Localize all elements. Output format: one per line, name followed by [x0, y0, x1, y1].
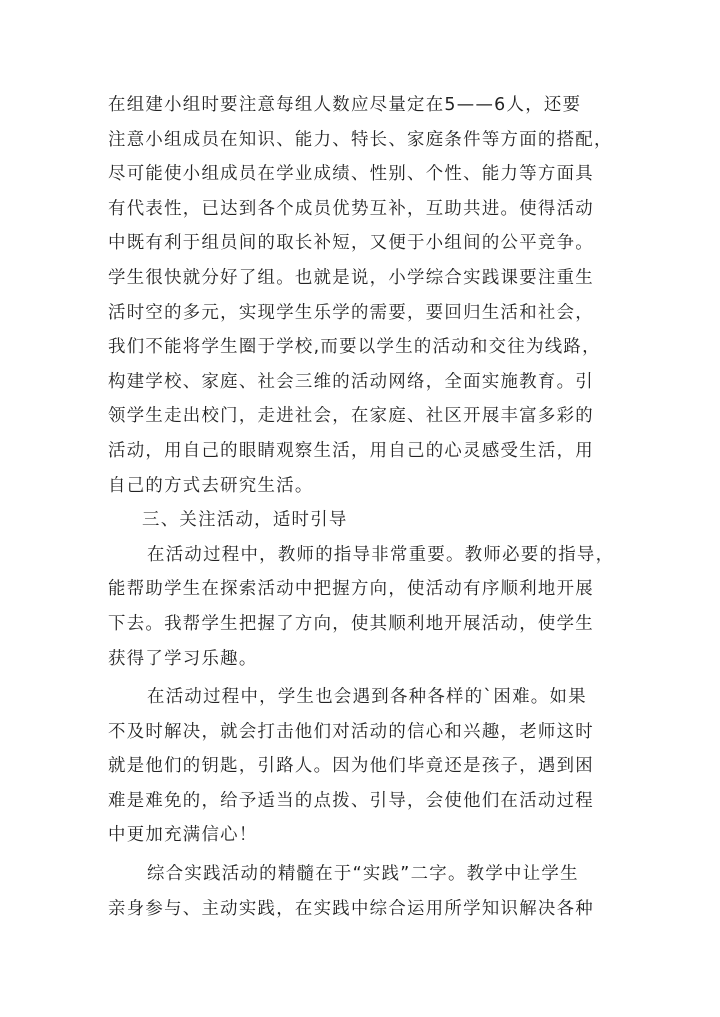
text-line: 不及时解决，就会打击他们对活动的信心和兴趣，老师这时	[108, 721, 594, 742]
paragraph-first-line: 在活动过程中，学生也会遇到各种各样的`困难。如果	[147, 687, 587, 708]
text-line: 领学生走出校门，走进社会，在家庭、社区开展丰富多彩的	[108, 406, 594, 427]
text-line: 难是难免的，给予适当的点拨、引导，会使他们在活动过程	[108, 790, 594, 811]
text-line: 构建学校、家庭、社会三维的活动网络，全面实施教育。引	[108, 371, 594, 392]
text-line: 学生很快就分好了组。也就是说，小学综合实践课要注重生	[108, 267, 594, 288]
text-line: 亲身参与、主动实践，在实践中综合运用所学知识解决各种	[108, 898, 594, 919]
text-line: 我们不能将学生圈于学校,而要以学生的活动和交往为线路，	[108, 337, 601, 358]
document-body	[108, 88, 628, 926]
text-line: 下去。我帮学生把握了方向，使其顺利地开展活动，使学生	[108, 613, 594, 634]
text-line: 自己的方式去研究生活。	[108, 475, 314, 496]
section-heading: 三、关注活动，适时引导	[142, 510, 348, 531]
text-line: 中既有利于组员间的取长补短，又便于小组间的公平竞争。	[108, 233, 594, 254]
text-line: 在组建小组时要注意每组人数应尽量定在5——6人，还要	[108, 95, 582, 115]
text-line: 有代表性，已达到各个成员优势互补，互助共进。使得活动	[108, 198, 594, 219]
paragraph-first-line: 在活动过程中，教师的指导非常重要。教师必要的指导，	[147, 544, 615, 565]
text-line: 能帮助学生在探索活动中把握方向，使活动有序顺利地开展	[108, 579, 594, 600]
text-line: 活时空的多元，实现学生乐学的需要，要回归生活和社会，	[108, 302, 594, 323]
paragraph-first-line: 综合实践活动的精髓在于“实践”二字。教学中让学生	[147, 864, 579, 885]
text-line: 获得了学习乐趣。	[108, 648, 258, 669]
text-line: 就是他们的钥匙，引路人。因为他们毕竟还是孩子，遇到困	[108, 756, 594, 777]
text-line: 尽可能使小组成员在学业成绩、性别、个性、能力等方面具	[108, 164, 594, 185]
text-line: 活动，用自己的眼睛观察生活，用自己的心灵感受生活，用	[108, 440, 594, 461]
text-line: 中更加充满信心！	[108, 825, 258, 846]
text-line: 注意小组成员在知识、能力、特长、家庭条件等方面的搭配，	[108, 129, 613, 150]
